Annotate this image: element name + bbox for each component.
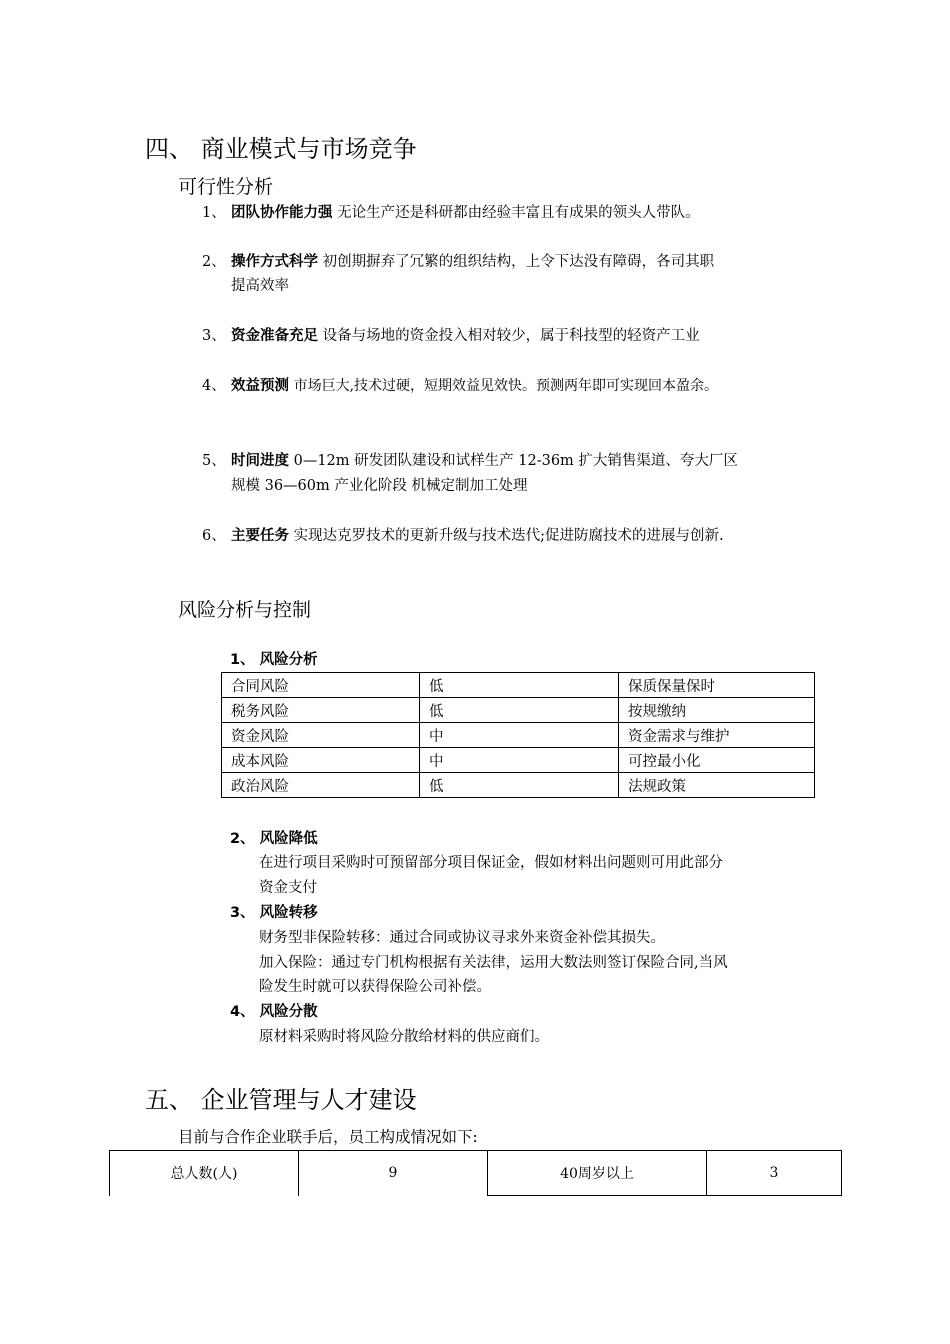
feasibility-item-5-cont: 规模 36—60m 产业化阶段 机械定制加工处理 <box>231 478 528 494</box>
feasibility-title: 可行性分析 <box>178 176 274 198</box>
risk-type-cell: 资金风险 <box>222 723 420 748</box>
table-row <box>222 748 815 773</box>
table-row <box>222 698 815 723</box>
risk-title: 风险分析与控制 <box>178 599 312 621</box>
risk-level-cell: 中 <box>420 748 619 773</box>
staff-over40-value: 3 <box>707 1151 842 1196</box>
risk-type-cell: 政治风险 <box>222 773 420 798</box>
risk-transfer-line-2: 加入保险：通过专门机构根据有关法律，运用大数法则签订保险合同,当风 <box>259 955 728 971</box>
risk-level-cell: 低 <box>420 698 619 723</box>
table-row <box>110 1151 842 1196</box>
feasibility-item-text: 设备与场地的资金投入相对较少，属于科技型的轻资产工业 <box>322 328 700 344</box>
feasibility-item-2-cont: 提高效率 <box>231 278 289 294</box>
staff-total-value: 9 <box>299 1151 488 1196</box>
risk-level-cell: 低 <box>420 673 619 698</box>
feasibility-item-2: 2、 操作方式科学 初创期摒弃了冗繁的组织结构，上令下达没有障碍，各司其职 <box>202 254 715 270</box>
feasibility-item-text: 实现达克罗技术的更新升级与技术迭代;促进防腐技术的进展与创新. <box>293 528 724 544</box>
feasibility-item-label: 效益预测 <box>231 378 289 394</box>
feasibility-item-text: 市场巨大,技术过硬，短期效益见效快。预测两年即可实现回本盈余。 <box>293 378 719 394</box>
risk-analysis-title: 1、 风险分析 <box>230 652 318 668</box>
risk-measure-cell: 按规缴纳 <box>619 698 815 723</box>
risk-level-cell: 中 <box>420 723 619 748</box>
table-row <box>222 773 815 798</box>
section-heading-management: 五、 企业管理与人才建设 <box>145 1086 417 1114</box>
table-row <box>222 723 815 748</box>
feasibility-item-3: 3、 资金准备充足 设备与场地的资金投入相对较少，属于科技型的轻资产工业 <box>202 328 700 344</box>
feasibility-item-4: 4、 效益预测 市场巨大,技术过硬，短期效益见效快。预测两年即可实现回本盈余。 <box>202 378 719 394</box>
feasibility-item-6: 6、 主要任务 实现达克罗技术的更新升级与技术迭代;促进防腐技术的进展与创新. <box>202 528 724 544</box>
risk-level-cell: 低 <box>420 773 619 798</box>
risk-measure-cell: 资金需求与维护 <box>619 723 815 748</box>
risk-measure-cell: 法规政策 <box>619 773 815 798</box>
feasibility-item-text: 0—12m 研发团队建设和试样生产 12-36m 扩大销售渠道、夸大厂区 <box>293 453 738 469</box>
risk-disperse-title: 4、 风险分散 <box>230 1004 318 1020</box>
section-heading-business-model: 四、 商业模式与市场竞争 <box>145 135 417 163</box>
staff-total-label: 总人数(人) <box>110 1151 299 1196</box>
feasibility-item-label: 团队协作能力强 <box>231 205 333 221</box>
risk-type-cell: 合同风险 <box>222 673 420 698</box>
feasibility-item-text: 无论生产还是科研都由经验丰富且有成果的领头人带队。 <box>337 205 700 221</box>
feasibility-item-label: 资金准备充足 <box>231 328 318 344</box>
risk-reduce-line-2: 资金支付 <box>259 880 317 896</box>
risk-transfer-title: 3、 风险转移 <box>230 905 318 921</box>
risk-measure-cell: 保质保量保时 <box>619 673 815 698</box>
staff-intro: 目前与合作企业联手后，员工构成情况如下: <box>178 1128 478 1146</box>
risk-measure-cell: 可控最小化 <box>619 748 815 773</box>
risk-table <box>221 672 815 798</box>
feasibility-item-1: 1、 团队协作能力强 无论生产还是科研都由经验丰富且有成果的领头人带队。 <box>202 205 700 221</box>
feasibility-item-label: 时间进度 <box>231 453 289 469</box>
risk-reduce-line-1: 在进行项目采购时可预留部分项目保证金，假如材料出问题则可用此部分 <box>259 855 723 871</box>
risk-type-cell: 成本风险 <box>222 748 420 773</box>
risk-reduce-title: 2、 风险降低 <box>230 831 318 847</box>
feasibility-item-label: 操作方式科学 <box>231 254 318 270</box>
risk-type-cell: 税务风险 <box>222 698 420 723</box>
table-row <box>222 673 815 698</box>
feasibility-item-text: 初创期摒弃了冗繁的组织结构，上令下达没有障碍，各司其职 <box>322 254 715 270</box>
staff-over40-label: 40周岁以上 <box>488 1151 707 1196</box>
feasibility-item-5: 5、 时间进度 0—12m 研发团队建设和试样生产 12-36m 扩大销售渠道、夸大厂区 <box>202 453 738 469</box>
risk-disperse-line-1: 原材料采购时将风险分散给材料的供应商们。 <box>259 1029 549 1045</box>
risk-transfer-line-1: 财务型非保险转移：通过合同或协议寻求外来资金补偿其损失。 <box>259 930 665 946</box>
feasibility-item-label: 主要任务 <box>231 528 289 544</box>
risk-transfer-line-3: 险发生时就可以获得保险公司补偿。 <box>259 979 491 995</box>
staff-table <box>109 1150 842 1196</box>
